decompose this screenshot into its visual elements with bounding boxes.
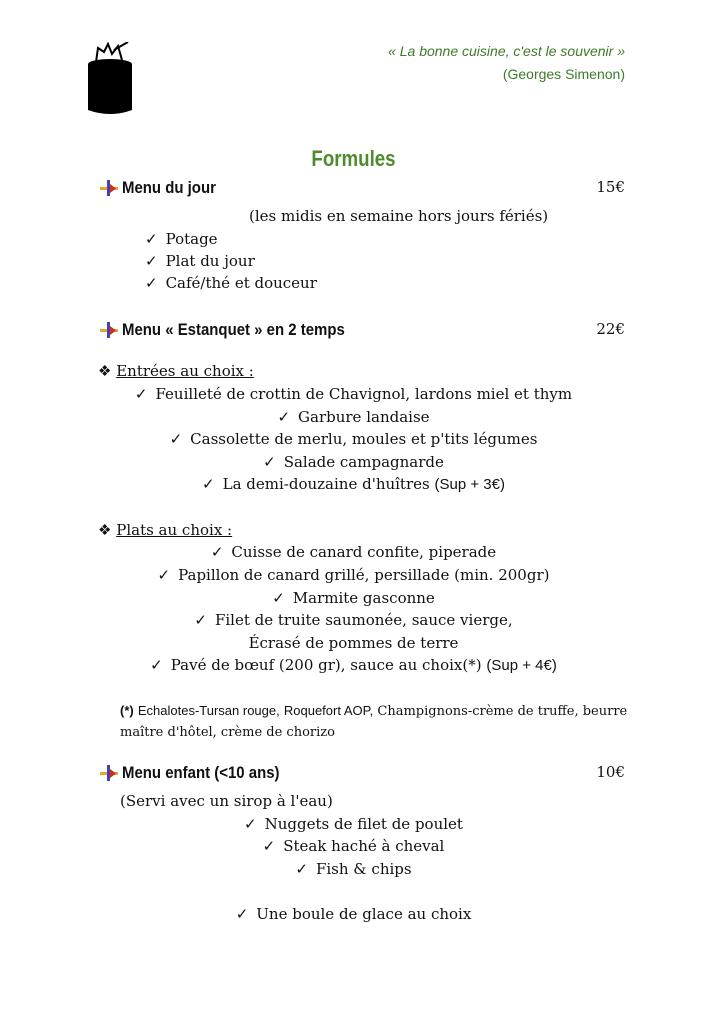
list-item: ✓ Filet de truite saumonée, sauce vierge, [0, 611, 707, 629]
list-item: ✓ Steak haché à cheval [0, 837, 707, 855]
plat-beef: ✓ Pavé de bœuf (200 gr), sauce au choix(*) [150, 656, 481, 674]
plats-label: Plats au choix : [116, 521, 233, 539]
plats-heading [98, 521, 232, 539]
entrees-heading [98, 362, 254, 380]
menu-jour-subtitle: (les midis en semaine hors jours fériés) [249, 207, 549, 225]
quote-author: (Georges Simenon) [502, 66, 625, 82]
list-item: ✓ Cuisse de canard confite, piperade [0, 543, 707, 561]
list-item: ✓ Une boule de glace au choix [0, 905, 707, 923]
list-item: ✓ Papillon de canard grillé, persillade (min. 200gr) [0, 566, 707, 584]
list-item [0, 656, 707, 674]
diamond-bullet-icon: ❖ [98, 362, 112, 380]
list-item: ✓ Nuggets de filet de poulet [0, 815, 707, 833]
note-part-c: Champignons-crème de truffe, beurre maître d'hôtel, crème de chorizo [120, 704, 628, 740]
diamond-bullet-icon: ❖ [98, 521, 112, 539]
list-item: ✓ Salade campagnarde [0, 453, 707, 471]
list-item: ✓ Potage [145, 230, 218, 248]
menu-enfant-name: Menu enfant (<10 ans) [122, 763, 280, 782]
list-item: ✓ Marmite gasconne [0, 589, 707, 607]
list-item: ✓ Café/thé et douceur [145, 274, 317, 292]
cooking-pot-logo [84, 42, 136, 118]
list-item: ✓ Plat du jour [145, 252, 255, 270]
list-item: ✓ Fish & chips [0, 860, 707, 878]
list-item: ✓ Garbure landaise [0, 408, 707, 426]
menu-jour-name: Menu du jour [122, 178, 216, 197]
menu-jour-price: 15€ [596, 178, 625, 196]
note-mark: (*) [120, 703, 134, 718]
list-item-continuation: Écrasé de pommes de terre [248, 634, 459, 652]
pointer-icon [100, 322, 118, 338]
menu-enfant-heading [100, 763, 301, 783]
note-part-b: Roquefort AOP, [283, 703, 374, 718]
entree-supplement: (Sup + 3€) [434, 476, 505, 493]
plat-supplement: (Sup + 4€) [486, 657, 557, 674]
list-item [0, 475, 707, 493]
page-title: Formules [311, 146, 396, 171]
pointer-icon [100, 765, 118, 781]
list-item: ✓ Feuilleté de crottin de Chavignol, lardons miel et thym [0, 385, 707, 403]
pointer-icon [100, 180, 118, 196]
menu-estanquet-price: 22€ [596, 320, 625, 338]
menu-estanquet-heading [100, 320, 375, 340]
quote-text: « La bonne cuisine, c'est le souvenir » [388, 43, 625, 59]
note-part-a: Echalotes-Tursan rouge, [137, 703, 280, 718]
sauce-note [120, 700, 630, 743]
menu-enfant-price: 10€ [596, 763, 625, 781]
menu-jour-heading [100, 178, 229, 198]
menu-enfant-subtitle: (Servi avec un sirop à l'eau) [120, 792, 333, 810]
entrees-label: Entrées au choix : [116, 362, 254, 380]
entree-oysters: ✓ La demi-douzaine d'huîtres [202, 475, 430, 493]
list-item: ✓ Cassolette de merlu, moules et p'tits légumes [0, 430, 707, 448]
menu-estanquet-name: Menu « Estanquet » en 2 temps [122, 320, 345, 339]
